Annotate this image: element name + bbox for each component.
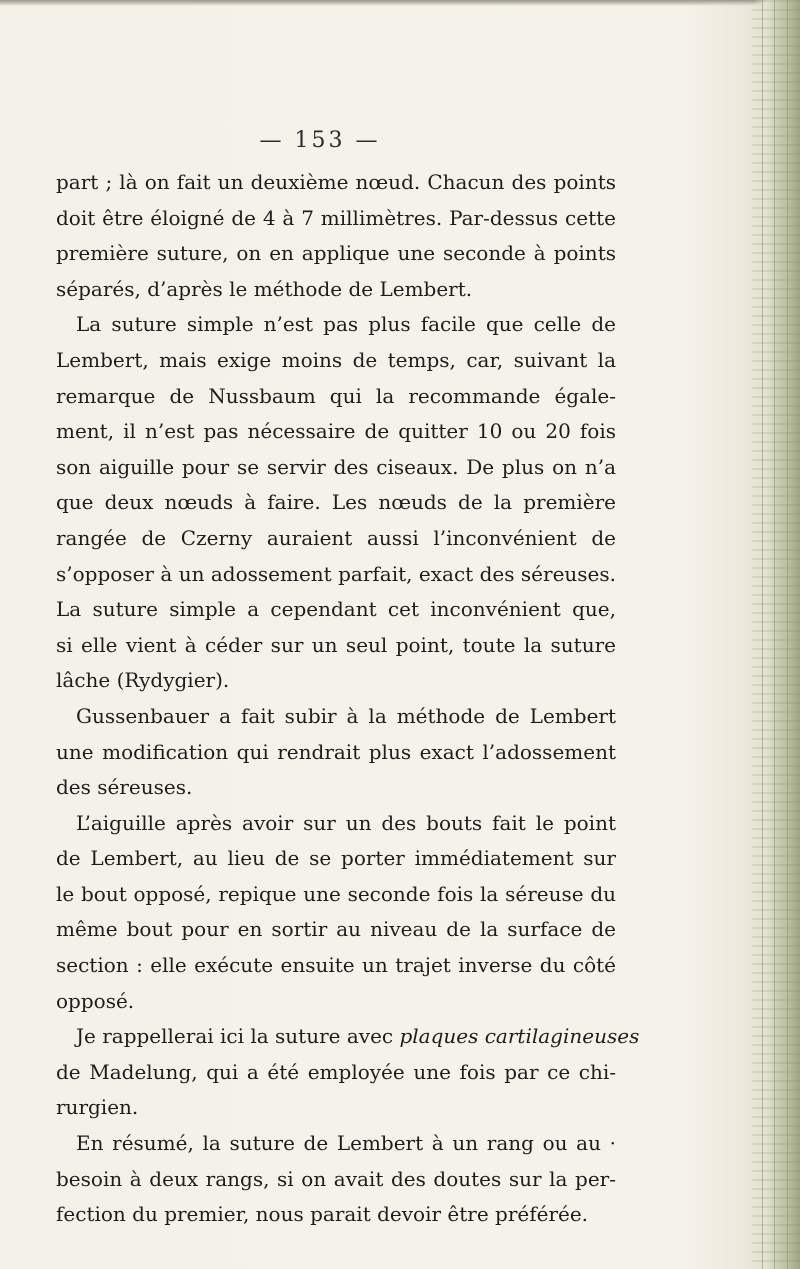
text-line: rangée de Czerny auraient aussi l’inconvénient de [56, 525, 616, 550]
text-line: séparés, d’après le méthode de Lembert. [56, 276, 473, 301]
body-text [56, 165, 640, 1233]
page-top-edge [0, 0, 800, 6]
text-line: fection du premier, nous parait devoir être préférée. [56, 1202, 589, 1227]
text-line: L’aiguille après avoir sur un des bouts fait le point [76, 810, 616, 835]
binding-line [787, 0, 788, 1269]
binding-line [774, 0, 775, 1269]
italic-term: plaques cartilagineuses [399, 1024, 640, 1049]
text-line: si elle vient à céder sur un seul point, toute la suture [56, 632, 616, 657]
text-line: opposé. [56, 988, 135, 1013]
text-line: Gussenbauer a fait subir à la méthode de Lembert [76, 703, 616, 728]
text-line: le bout opposé, repique une seconde fois la séreuse du [56, 881, 616, 906]
text-line [56, 1019, 640, 1055]
binding-line [762, 0, 763, 1269]
text-line: même bout pour en sortir au niveau de la surface de [56, 917, 616, 942]
book-binding-edge [752, 0, 800, 1269]
text-line: La suture simple n’est pas plus facile que celle de [76, 312, 616, 337]
page-number: — 153 — [259, 128, 381, 153]
text-line: part ; là on fait un deuxième nœud. Chacun des points [56, 170, 616, 194]
text-line: s’opposer à un adossement parfait, exact des séreuses. [56, 561, 616, 586]
text-line: de Madelung, qui a été employée une fois par ce chi- [56, 1059, 616, 1084]
text-line: une modification qui rendrait plus exact l’adossement [56, 739, 616, 764]
text-line: ment, il n’est pas nécessaire de quitter 10 ou 20 fois [56, 419, 616, 444]
text-line: En résumé, la suture de Lembert à un rang ou au · [76, 1131, 616, 1156]
text-line: première suture, on en applique une seconde à points [56, 241, 616, 266]
text-line: lâche (Rydygier). [56, 668, 230, 693]
text-line: section : elle exécute ensuite un trajet inverse du côté [56, 953, 616, 978]
text-line: rurgien. [56, 1095, 139, 1120]
text-line: des séreuses. [56, 775, 193, 800]
text-span: Je rappellerai ici la suture avec [76, 1024, 400, 1049]
text-line: son aiguille pour se servir des ciseaux. De plus on n’a [56, 454, 616, 479]
text-line: La suture simple a cependant cet inconvénient que, [56, 597, 616, 622]
text-line: que deux nœuds à faire. Les nœuds de la première [56, 490, 616, 515]
text-line: de Lembert, au lieu de se porter immédiatement sur [56, 846, 616, 871]
text-line: besoin à deux rangs, si on avait des doutes sur la per- [56, 1166, 616, 1191]
text-line: doit être éloigné de 4 à 7 millimètres. Par-dessus cette [56, 205, 616, 230]
text-line: Lembert, mais exige moins de temps, car, suivant la [56, 347, 616, 372]
text-line: remarque de Nussbaum qui la recommande égale- [56, 383, 616, 408]
